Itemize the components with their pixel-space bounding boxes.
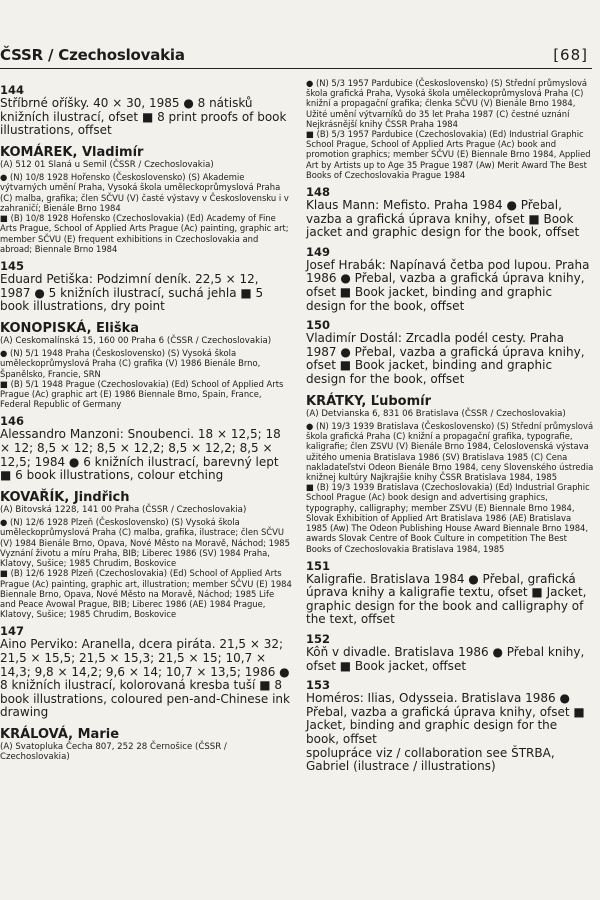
entry-number: 151 — [306, 558, 331, 573]
artist-address: (A) Svatopluka Čecha 807, 252 28 Černošice (ČSSR / Czechoslovakia) — [0, 741, 227, 763]
artist-name: KRÁTKY, Ľubomír — [306, 393, 431, 409]
entry-text: Josef Hrabák: Napínavá četba pod lupou. Praha 1986 ● Přebal, vazba a grafická úprava knihy, ofset ■ Book jacket, binding and graphic design for the book, offset — [306, 257, 590, 313]
entry-number: 150 — [306, 318, 331, 333]
bio-english: ■ (B) 12/6 1928 Plzeň (Czechoslovakia) (Ed) School of Applied Arts Prague (Ac) painting, graphic art, illustration; member SČVU (E) 1984 Biennale Brno, Opava, Nové Město na Moravě, Náchod; 1985 Life and Peace Avowal Prague, BIB; Liberec 1986 (AE) 1984 Prague, Klatovy, Sušice; 1985 Chrudim, Boskovice — [0, 568, 292, 620]
artist-kratky — [306, 394, 594, 554]
artist-address: (A) Ceskomalínská 15, 160 00 Praha 6 (ČSSR / Czechoslovakia) — [0, 335, 272, 346]
artist-kralova-bio — [306, 78, 594, 180]
entry-number: 144 — [0, 83, 25, 97]
entry-152 — [306, 633, 594, 673]
entry-144 — [0, 84, 292, 138]
entry-text: Stříbrné oříšky. 40 × 30, 1985 ● 8 nátisků knižních ilustrací, ofset ■ 8 print proofs of book illustrations, offset — [0, 96, 287, 138]
entry-number: 148 — [306, 185, 331, 200]
bio-czech: ● (N) 5/3 1957 Pardubice (Československo) (S) Střední průmyslová škola grafická Praha, Vysoká škola uměleckoprůmyslová Praha (C) knižní a propagační grafika; členka SČVU (V) Bienále Brno 1984, Užité umění výtvarníků do 35 let Praha 1987 (C) čestné uznání Nejkrásnější knihy ČSSR Praha 1984 — [306, 78, 588, 129]
entry-number: 152 — [306, 632, 331, 647]
bio-english: ■ (B) 5/3 1957 Pardubice (Czechoslovakia) (Ed) Industrial Graphic School Prague, School of Applied Arts Prague (Ac) book and promotion graphics; member SČVU (E) Biennale Brno 1984, Applied Art by Artists up to Age 35 Prague 1987 (Aw) Merit Award The Best Books of Czechoslovakia Prague 1984 — [306, 129, 591, 180]
artist-name: KOVAŘÍK, Jindřich — [0, 489, 130, 505]
artist-name: KONOPISKÁ, Eliška — [0, 320, 139, 336]
entry-text: Kaligrafie. Bratislava 1984 ● Přebal, grafická úprava knihy a kaligrafie textu, ofset ■ Jacket, graphic design for the book and calligraphy of the text, offset — [306, 571, 587, 627]
artist-name: KOMÁREK, Vladimír — [0, 144, 144, 160]
artist-address: (A) Detvianska 6, 831 06 Bratislava (ČSSR / Czechoslovakia) — [306, 408, 566, 419]
bio-czech: ● (N) 10/8 1928 Hořensko (Československo) (S) Akademie výtvarných umění Praha, Vysoká škola uměleckoprůmyslová Praha (C) malba, grafika; člen SČVU (V) časté výstavy v Československu i v zahraničí; Bienále Brno 1984 — [0, 172, 289, 213]
entry-number: 146 — [0, 414, 25, 429]
artist-kovarik — [0, 490, 292, 620]
left-column — [0, 78, 292, 765]
artist-name: KRÁLOVÁ, Marie — [0, 726, 120, 742]
bio-english: ■ (B) 19/3 1939 Bratislava (Czechoslovakia) (Ed) Industrial Graphic School Prague (Ac) book design and advertising graphics, typography, calligraphy; member ZSVU (E) Biennale Brno 1984, Slovak Exhibition of Applied Art Bratislava 1986 (AE) Bratislava 1985 (Aw) The Odeon Publishing House Award Biennale Brno 1984, awards Slovak Centre of Book Culture in competition The Best Books of Czechoslovakia Bratislava 1984, 1985 — [306, 482, 590, 554]
entry-147 — [0, 625, 292, 720]
bio-czech: ● (N) 5/1 1948 Praha (Československo) (S) Vysoká škola uměleckoprůmyslová Praha (C) grafika (V) 1986 Bienále Brno, Španělsko, Francie, SRN — [0, 348, 261, 379]
page-number: [68] — [553, 46, 588, 64]
artist-kralova — [0, 727, 292, 763]
page-title: ČSSR / Czechoslovakia — [0, 46, 185, 64]
page-header — [0, 46, 592, 69]
collaboration-note: spolupráce viz / collaboration see ŠTRBA, Gabriel (ilustrace / illustrations) — [306, 745, 555, 774]
entry-149 — [306, 246, 594, 313]
entry-text: Aino Perviko: Aranella, dcera piráta. 21,5 × 32; 21,5 × 15,5; 21,5 × 15,3; 21,5 × 15; 10,7 × 14,3; 9,8 × 14,2; 9,6 × 14; 10,7 × 13,5; 1986 ● 8 knižních ilustrací, kolorovaná kresba tuší ■ 8 book illustrations, coloured pen-and-Chinese ink drawing — [0, 637, 290, 720]
entry-number: 153 — [306, 678, 331, 693]
entry-146 — [0, 415, 292, 482]
entry-text: Vladimír Dostál: Zrcadla podél cesty. Praha 1987 ● Přebal, vazba a grafická úprava knihy, ofset ■ Book jacket, binding and graphic design for the book, offset — [306, 331, 585, 386]
entry-145 — [0, 260, 292, 314]
entry-text: Alessandro Manzoni: Snoubenci. 18 × 12,5; 18 × 12; 8,5 × 12; 8,5 × 12,2; 8,5 × 12,2; 8,5 × 12,5; 1984 ● 6 knižních ilustrací, barevný lept ■ 6 book illustrations, colour etching — [0, 427, 281, 483]
artist-address: (A) Bitovská 1228, 141 00 Praha (ČSSR / Czechoslovakia) — [0, 504, 247, 515]
bio-english: ■ (B) 5/1 1948 Prague (Czechoslovakia) (Ed) School of Applied Arts Prague (Ac) graphic art (E) 1986 Biennale Brno, Spain, France, Federal Republic of Germany — [0, 378, 284, 410]
artist-address: (A) 512 01 Slaná u Semil (ČSSR / Czechoslovakia) — [0, 159, 214, 170]
entry-148 — [306, 186, 594, 240]
right-column — [306, 78, 594, 774]
bio-czech: ● (N) 12/6 1928 Plzeň (Československo) (S) Vysoká škola uměleckoprůmyslová Praha (C) malba, grafika, ilustrace; člen SČVU (V) 1984 Bienále Brno, Opava, Nové Město na Moravě, Náchod; 1985 Vyznání životu a míru Praha, BIB; Liberec 1986 (SV) 1984 Praha, Klatovy, Sušice; 1985 Chrudim, Boskovice — [0, 517, 290, 569]
bio-czech: ● (N) 19/3 1939 Bratislava (Československo) (S) Střední průmyslová škola grafická Praha (C) knižní a propagační grafika, typografie, kaligrafie; člen ZSVU (V) Bienále Brno 1984, Celoslovenská výstava užitého umenia Bratislava 1986 (SV) Bratislava 1985 (C) Cena nakladateľstvi Odeon Bienále Brno 1984, ceny Slovenského ústredia knižnej kultúry Najkrajšie knihy ČSSR Bratislava 1984, 1985 — [306, 421, 594, 483]
artist-konopiska — [0, 321, 292, 410]
entry-153 — [306, 679, 594, 774]
entry-number: 149 — [306, 244, 331, 259]
entry-151 — [306, 560, 594, 627]
entry-text: Eduard Petiška: Podzimní deník. 22,5 × 12, 1987 ● 5 knižních ilustrací, suchá jehla ■ 5 book illustrations, dry point — [0, 271, 264, 314]
bio-english: ■ (B) 10/8 1928 Hořensko (Czechoslovakia) (Ed) Academy of Fine Arts Prague, School of Applied Arts Prague (Ac) painting, graphic art; member SČVU (E) frequent exhibitions in Czechoslovakia and abroad; Biennale Brno 1984 — [0, 213, 289, 254]
entry-text: Kôň v divadle. Bratislava 1986 ● Přebal knihy, ofset ■ Book jacket, offset — [306, 645, 585, 673]
artist-komarek — [0, 145, 292, 254]
entry-text: Klaus Mann: Mefisto. Praha 1984 ● Přebal, vazba a grafická úprava knihy, ofset ■ Book jacket and graphic design for the book, offset — [306, 198, 580, 240]
entry-text: Homéros: Ilias, Odysseia. Bratislava 1986 ● Přebal, vazba a grafická úprava knihy, ofset ■ Jacket, binding and graphic design for the book, offset — [306, 691, 585, 747]
entry-number: 147 — [0, 624, 25, 639]
entry-150 — [306, 319, 594, 386]
entry-number: 145 — [0, 258, 25, 273]
